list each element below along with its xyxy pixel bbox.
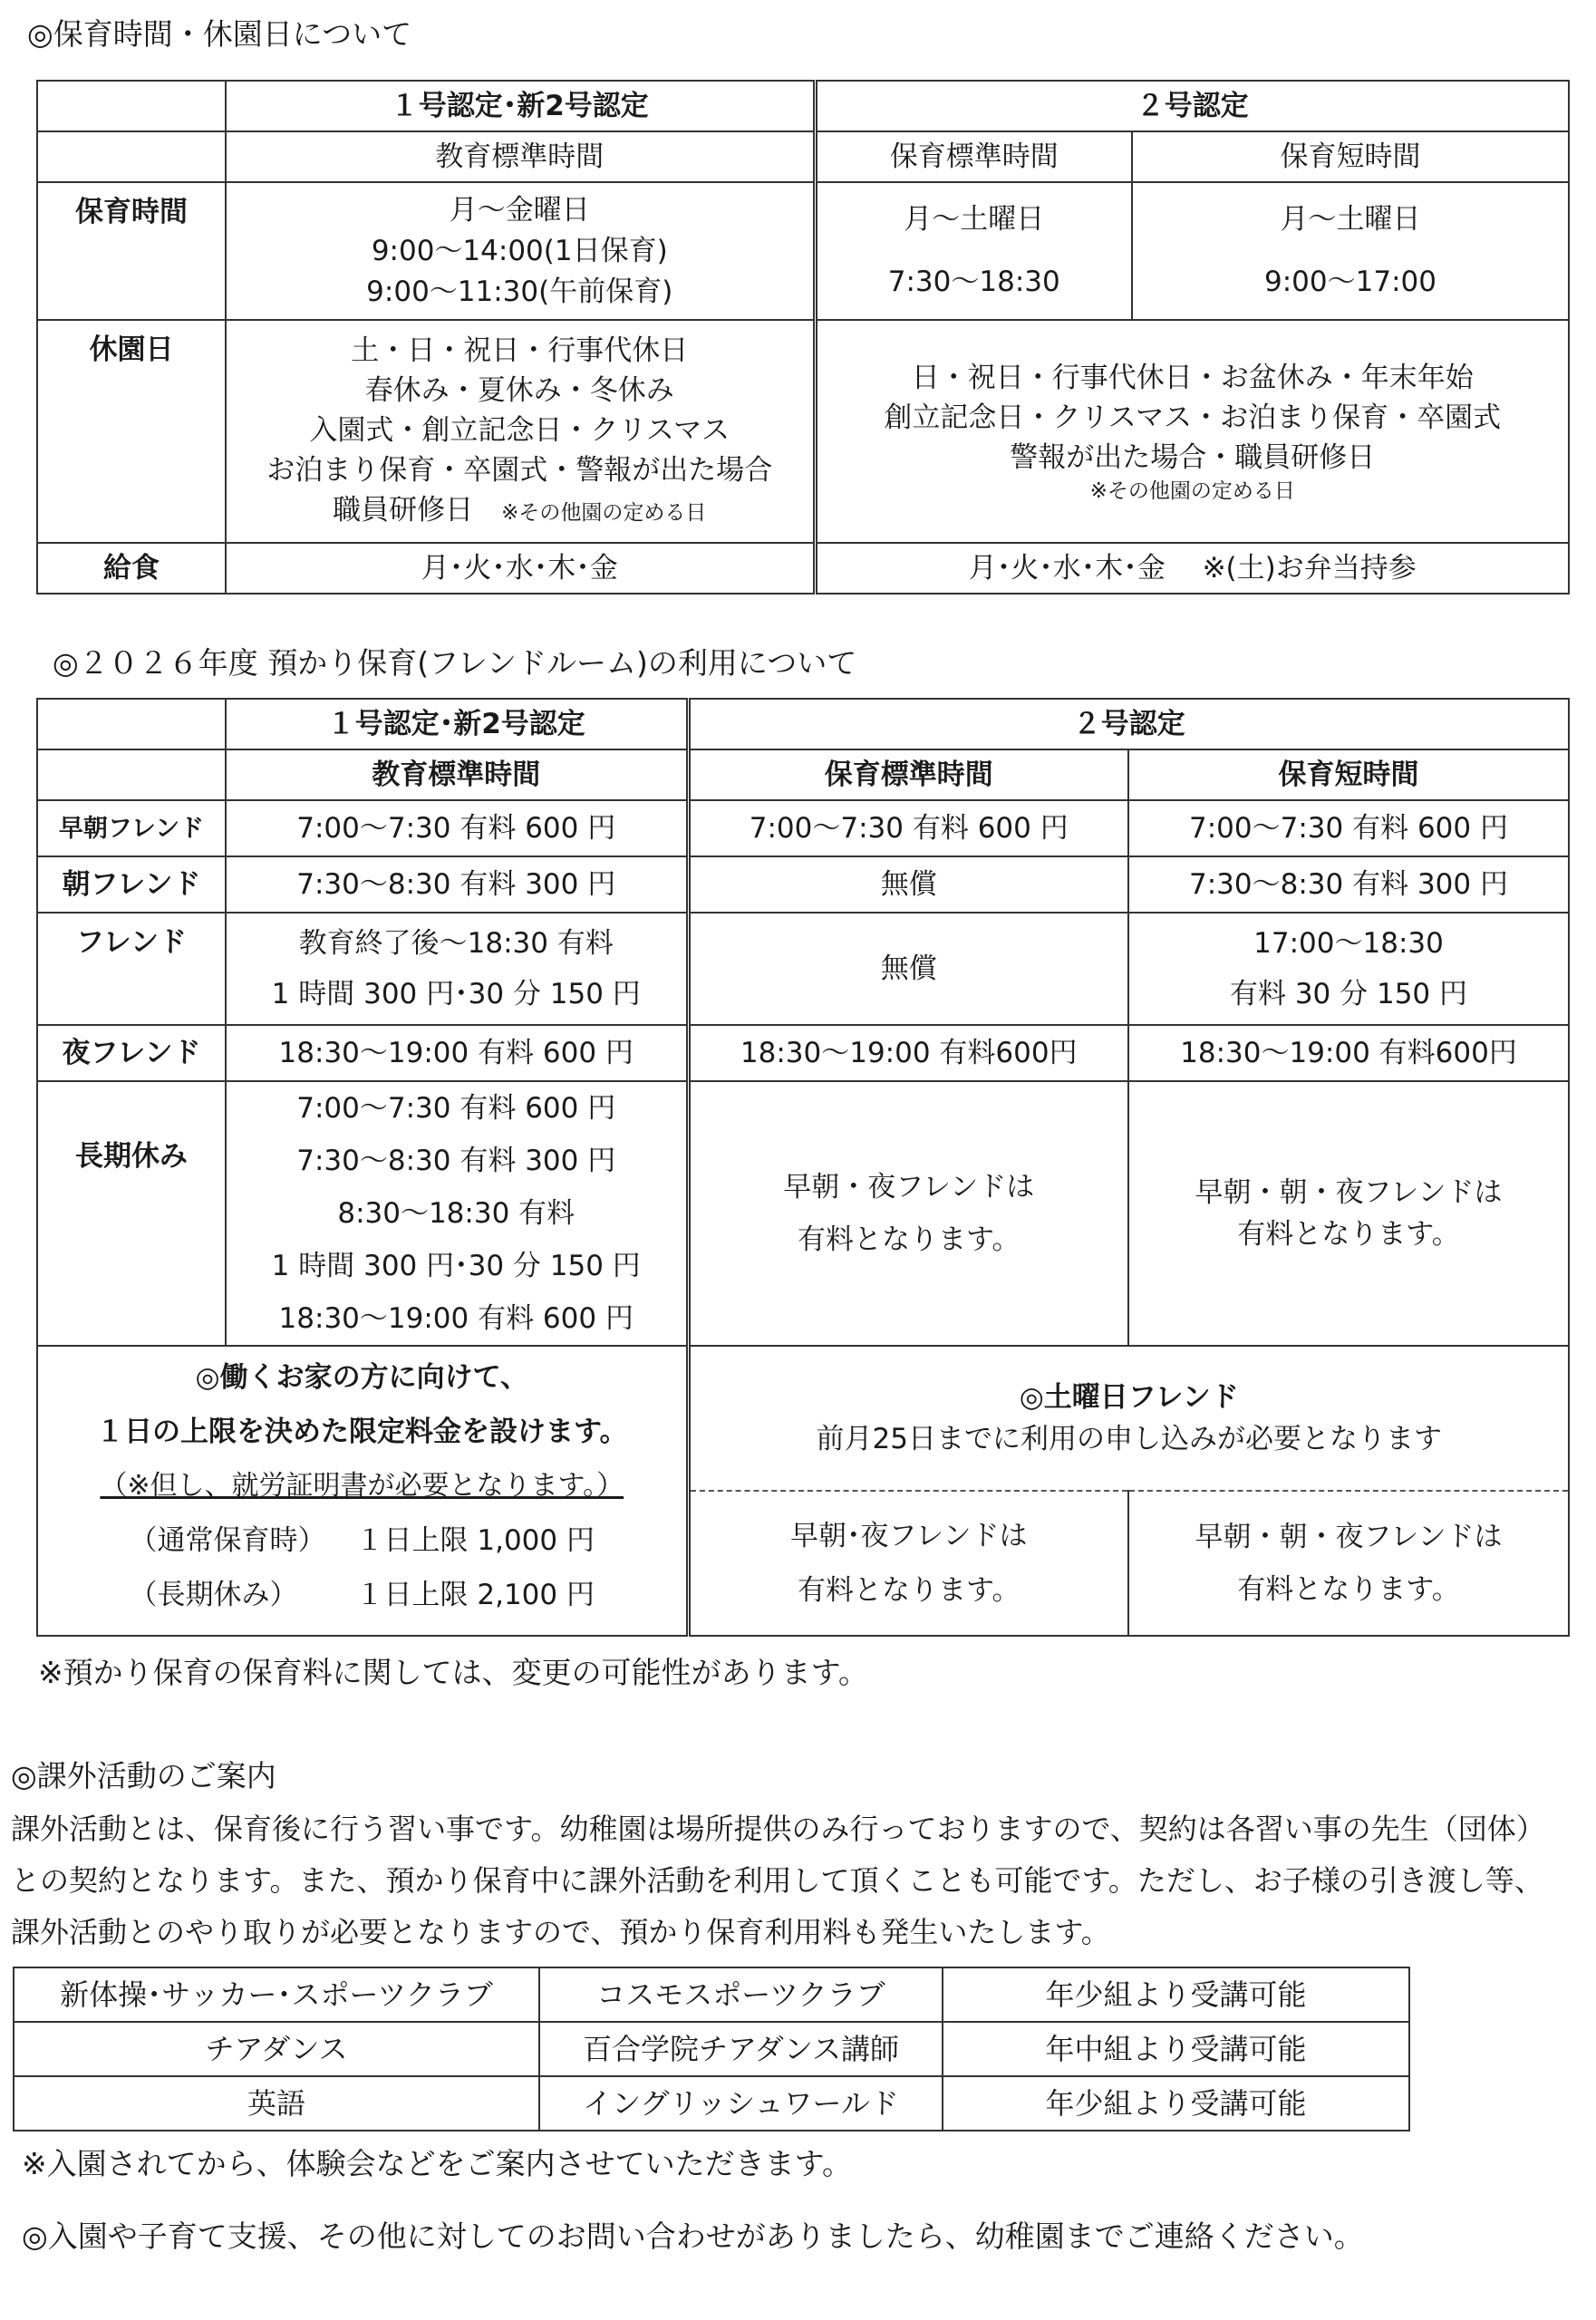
activity-org: コスモスポーツクラブ [539,1967,943,2022]
long-short-line: 早朝・朝・夜フレンドは [1195,1176,1503,1209]
long-std [688,1081,1128,1346]
holidays-g2-line: 創立記念日・クリスマス・お泊まり保育・卒園式 [884,401,1502,434]
long-edu [226,1081,688,1346]
sub-header-std: 保育標準時間 [815,131,1132,182]
hours-short [1132,182,1569,320]
morning-short: 7:30～8:30 有料 300 円 [1128,856,1569,913]
row-label-lunch: 給食 [37,543,226,594]
long-edu-line: 1 時間 300 円･30 分 150 円 [271,1250,641,1282]
row-label-night: 夜フレンド [37,1025,226,1081]
saturday-std-line: 有料となります。 [797,1574,1020,1607]
friend-edu-line: 1 時間 300 円･30 分 150 円 [271,978,641,1010]
long-edu-line: 7:30～8:30 有料 300 円 [296,1145,616,1177]
holidays-edu [226,320,815,543]
corner-cell [37,131,226,182]
holidays-edu-line: 入園式・創立記念日・クリスマス [309,413,730,447]
row-label-friend: フレンド [37,913,226,1025]
sub-header-short: 保育短時間 [1132,131,1569,182]
hours-holidays-table [36,80,1570,594]
friend-short-line: 17:00～18:30 [1253,927,1444,960]
friend-short [1128,913,1569,1025]
daycare-footnote: ※預かり保育の保育料に関しては、変更の可能性があります。 [38,1655,869,1690]
activity-eligibility: 年少組より受講可能 [943,1967,1409,2022]
cap-normal-label: （通常保育時） [129,1524,326,1557]
saturday-title: ◎土曜日フレンド [1019,1381,1239,1414]
hours-edu-line: 9:00～14:00(1日保育) [371,234,668,267]
morning-edu: 7:30～8:30 有料 300 円 [226,856,688,913]
night-edu: 18:30～19:00 有料 600 円 [226,1025,688,1081]
long-std-line: 早朝・夜フレンドは [783,1171,1035,1204]
cap-long-value: １日上限 2,100 円 [355,1579,595,1611]
cap-long-label: （長期休み） [129,1579,298,1611]
saturday-cell [688,1346,1569,1491]
section2-heading: ◎２０２６年度 預かり保育(フレンドルーム)の利用について [53,645,857,681]
daycare-table [36,698,1570,1637]
friend-std: 無償 [688,913,1128,1025]
row-label-hours: 保育時間 [37,182,226,320]
section1-heading: ◎保育時間・休園日について [27,16,412,52]
activity-name: 英語 [14,2076,539,2131]
holidays-g2 [815,320,1569,543]
row-label-morning: 朝フレンド [37,856,226,913]
saturday-std [688,1491,1128,1636]
hours-std [815,182,1132,320]
section3-heading: ◎課外活動のご案内 [11,1758,276,1793]
activity-eligibility: 年少組より受講可能 [943,2076,1409,2131]
long-short [1128,1081,1569,1346]
activity-org: イングリッシュワールド [539,2076,943,2131]
holidays-g2-line: 日・祝日・行事代休日・お盆休み・年末年始 [911,362,1474,394]
lunch-edu: 月･火･水･木･金 [226,543,815,594]
cap-title: ◎働くお家の方に向けて、 [195,1361,528,1394]
activities-paragraph [11,1803,1545,1958]
early-edu: 7:00～7:30 有料 600 円 [226,800,688,856]
saturday-short-line: 有料となります。 [1237,1573,1460,1606]
early-short: 7:00～7:30 有料 600 円 [1128,800,1569,856]
cap-note: （※但し、就労証明書が必要となります。） [100,1470,624,1502]
hours-edu-line: 月～金曜日 [449,193,590,227]
group2-header: ２号認定 [815,81,1569,131]
sub-header-std: 保育標準時間 [688,749,1128,800]
hours-std-line: 7:30～18:30 [887,266,1060,298]
paragraph-line: 課外活動とは、保育後に行う習い事です。幼稚園は場所提供のみ行っておりますので、契約は各習い事の先生（団体） [11,1812,1545,1846]
holidays-edu-line: お泊まり保育・卒園式・警報が出た場合 [266,453,773,487]
long-short-line: 有料となります。 [1237,1218,1460,1251]
saturday-short-line: 早朝・朝・夜フレンドは [1195,1521,1503,1553]
early-std: 7:00～7:30 有料 600 円 [688,800,1128,856]
cap-price-cell [37,1346,688,1636]
paragraph-line: との契約となります。また、預かり保育中に課外活動を利用して頂くことも可能です。ただし、お子様の引き渡し等、 [11,1863,1543,1898]
closing-text: ◎入園や子育て支援、その他に対してのお問い合わせがありましたら、幼稚園までご連絡ください。 [22,2218,1364,2254]
corner-cell [37,81,226,131]
long-std-line: 有料となります。 [797,1223,1020,1256]
morning-std: 無償 [688,856,1128,913]
holidays-g2-line: 警報が出た場合・職員研修日 [1010,441,1376,474]
table-row [14,2022,1409,2076]
long-edu-line: 18:30～19:00 有料 600 円 [278,1302,634,1335]
cap-normal-value: １日上限 1,000 円 [355,1524,595,1557]
hours-std-line: 月～土曜日 [904,203,1045,236]
lunch-g2: 月･火･水･木･金 ※(土)お弁当持参 [815,543,1569,594]
holidays-g2-note: ※その他園の定める日 [1089,479,1295,503]
friend-edu [226,913,688,1025]
saturday-std-line: 早朝･夜フレンドは [790,1520,1028,1552]
cap-title: １日の上限を決めた限定料金を設けます。 [95,1416,628,1448]
activities-footnote: ※入園されてから、体験会などをご案内させていただきます。 [22,2146,853,2181]
saturday-desc: 前月25日までに利用の申し込みが必要となります [816,1423,1442,1455]
saturday-short [1128,1491,1569,1636]
sub-header-edu: 教育標準時間 [226,749,688,800]
activity-org: 百合学院チアダンス講師 [539,2022,943,2076]
hours-edu [226,182,815,320]
group1-header: １号認定･新2号認定 [226,81,815,131]
long-edu-line: 7:00～7:30 有料 600 円 [296,1092,616,1125]
holidays-edu-line: 土・日・祝日・行事代休日 [351,334,689,367]
table-row [14,1967,1409,2022]
hours-short-line: 月～土曜日 [1280,203,1421,236]
hours-short-line: 9:00～17:00 [1264,266,1436,298]
row-label-holidays: 休園日 [37,320,226,543]
paragraph-line: 課外活動とのやり取りが必要となりますので、預かり保育利用料も発生いたします。 [11,1915,1110,1949]
table-row [14,2076,1409,2131]
hours-edu-line: 9:00～11:30(午前保育) [366,275,673,308]
holidays-edu-line: 職員研修日 [333,493,474,527]
group2-header: ２号認定 [688,699,1569,749]
long-edu-line: 8:30～18:30 有料 [337,1197,576,1230]
row-label-early: 早朝フレンド [37,800,226,856]
sub-header-edu: 教育標準時間 [226,131,815,182]
corner-cell [37,749,226,800]
friend-edu-line: 教育終了後～18:30 有料 [298,927,614,960]
holidays-edu-line: 春休み・夏休み・冬休み [364,373,674,407]
activity-eligibility: 年中組より受講可能 [943,2022,1409,2076]
activities-table [13,1967,1410,2132]
row-label-long: 長期休み [37,1081,226,1346]
sub-header-short: 保育短時間 [1128,749,1569,800]
group1-header: １号認定･新2号認定 [226,699,688,749]
friend-short-line: 有料 30 分 150 円 [1229,978,1468,1010]
activity-name: チアダンス [14,2022,539,2076]
corner-cell [37,699,226,749]
night-std: 18:30～19:00 有料600円 [688,1025,1128,1081]
activity-name: 新体操･サッカー･スポーツクラブ [14,1967,539,2022]
night-short: 18:30～19:00 有料600円 [1128,1025,1569,1081]
holidays-edu-note: ※その他園の定める日 [501,500,707,525]
